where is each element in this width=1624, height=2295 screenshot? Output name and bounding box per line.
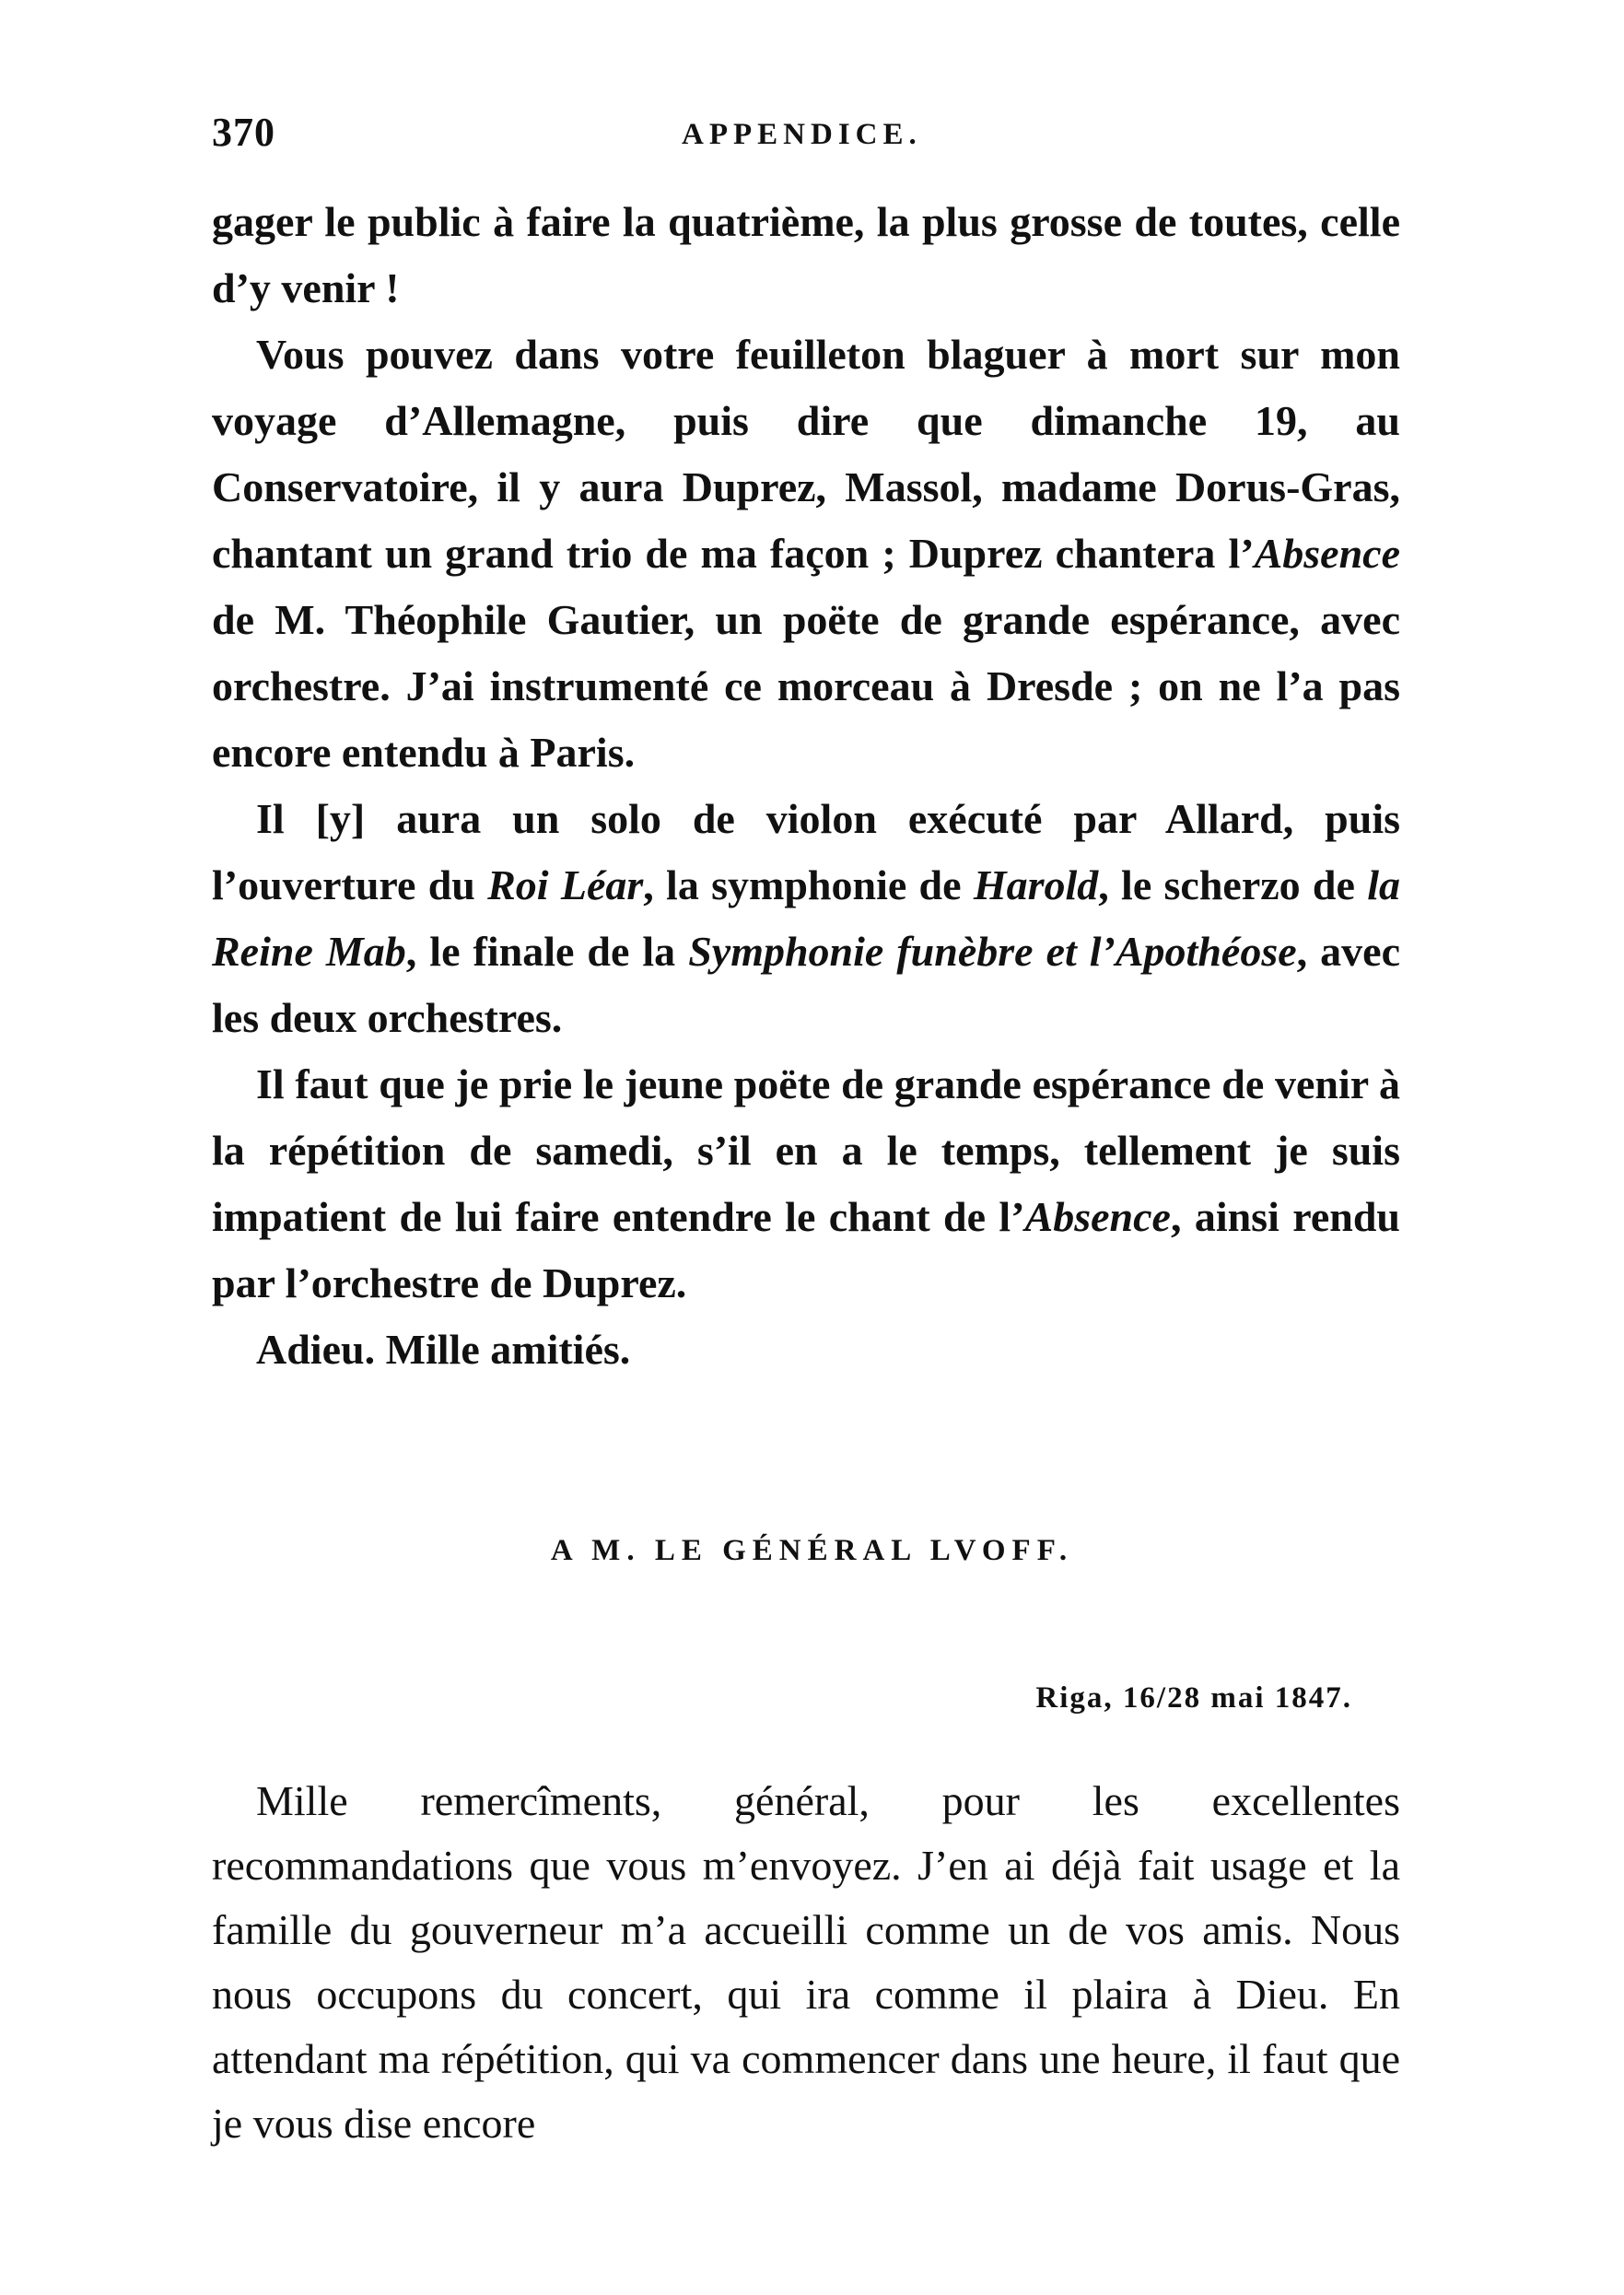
title-reine-mab: la Reine Mab [212, 861, 1400, 975]
continued-letter-text [212, 189, 1400, 1383]
letter-closing: Adieu. Mille amitiés. [256, 1326, 631, 1373]
paragraph-2-text-after: de M. Théophile Gautier, un poëte de grande espérance, avec orchestre. J’ai instrumenté ce morceau à Dresde ; on ne l’a pas encore entendu à Paris. [212, 596, 1400, 776]
title-symphonie-funebre: Symphonie funèbre et l’Apothéose [688, 928, 1297, 975]
title-absence-second: Absence [1024, 1193, 1171, 1240]
letter-opening-paragraph: Mille remercîments, général, pour les excellentes recommandations que vous m’envoyez. J’en ai déjà fait usage et la famille du gouverneur m’a accueilli comme un de vos amis. Nous nous occupons du concert, qui ira comme il plaira à Dieu. En attendant ma répétition, qui va commencer dans une heure, il faut que je vous dise encore [212, 1777, 1400, 2147]
paragraph-invitation [212, 1051, 1400, 1317]
paragraph-4-text-after: , ainsi rendu par l’orchestre de Duprez. [212, 1193, 1400, 1306]
running-head [212, 109, 1400, 164]
page-number: 370 [212, 110, 275, 155]
title-harold: Harold [973, 861, 1099, 908]
new-letter-text [212, 1769, 1400, 2156]
paragraph-3-part-5: , avec les deux orchestres. [212, 928, 1400, 1041]
paragraph-continuation: gager le public à faire la quatrième, la plus grosse de toutes, celle d’y venir ! [212, 198, 1400, 311]
letter-heading: A M. LE GÉNÉRAL LVOFF. [550, 1534, 1074, 1567]
title-absence: Absence [1254, 530, 1400, 577]
paragraph-3-part-2: , la symphonie de [643, 861, 974, 908]
paragraph-concert-announcement [212, 322, 1400, 786]
title-roi-lear: Roi Léar [487, 861, 644, 908]
paragraph-program [212, 786, 1400, 1051]
letter-date: Riga, 16/28 mai 1847. [1035, 1681, 1352, 1715]
paragraph-4-text-before: Il faut que je prie le jeune poëte de grande espérance de venir à la répétition de samedi, s’il en a le temps, tellement je suis impatient de lui faire entendre le chant de l’ [212, 1060, 1400, 1240]
paragraph-3-part-1: Il [y] aura un solo de violon exécuté par Allard, puis l’ouverture du [212, 795, 1400, 908]
paragraph-2-text-before: Vous pouvez dans votre feuilleton blaguer à mort sur mon voyage d’Allemagne, puis dire que dimanche 19, au Conservatoire, il y aura Duprez, Massol, madame Dorus-Gras, chantant un grand trio de ma façon ; Duprez chantera l’ [212, 331, 1400, 577]
paragraph-3-part-3: , le scherzo de [1098, 861, 1368, 908]
running-title: APPENDICE. [682, 118, 922, 151]
paragraph-3-part-4: , le finale de la [405, 928, 689, 975]
